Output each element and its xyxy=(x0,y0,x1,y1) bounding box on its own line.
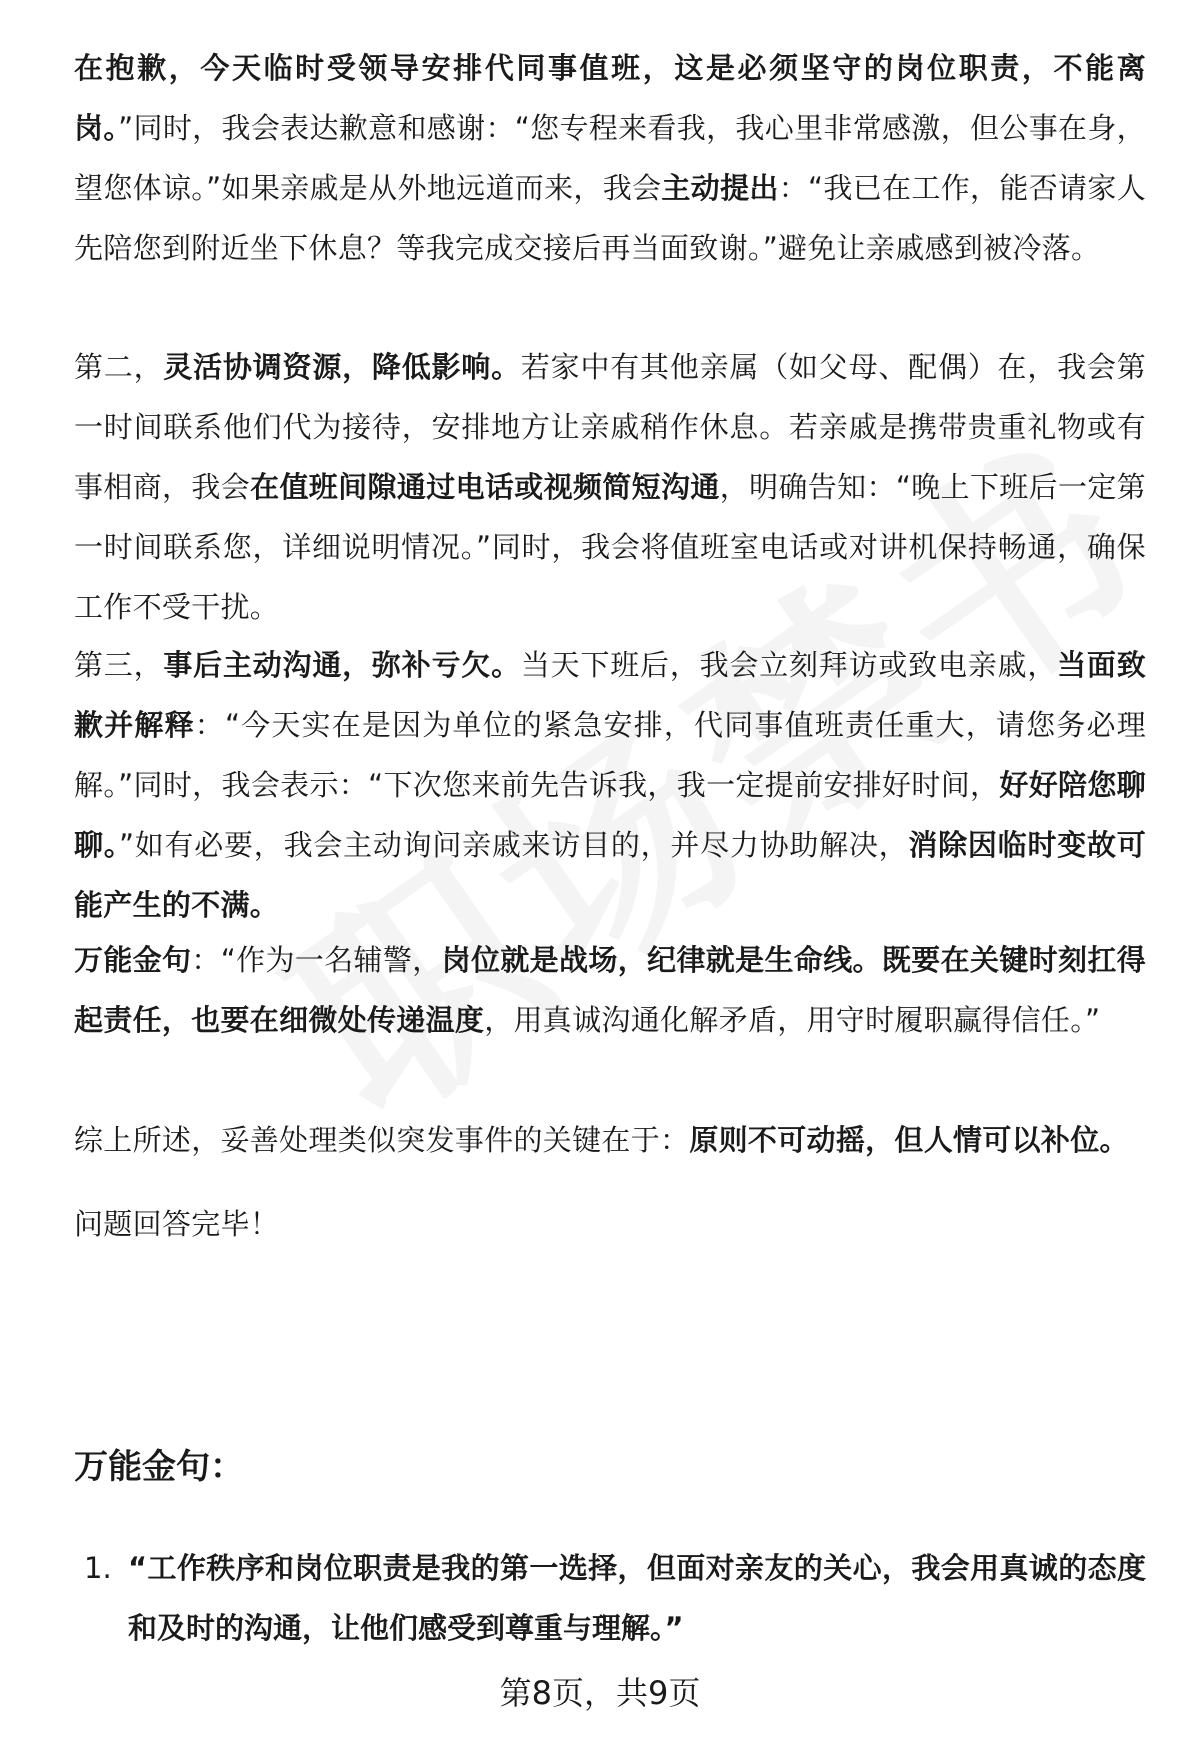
text-segment: 第三， xyxy=(74,648,164,682)
bold-text-segment: 在抱歉，今天临时受领导安排代同事值班，这是必须坚守的岗位职责，不能离岗。 xyxy=(74,51,1146,145)
page-footer: 第8页，共9页 xyxy=(499,1674,701,1712)
text-segment: 第二， xyxy=(74,350,164,384)
text-segment: 综上所述，妥善处理类似突发事件的关键在于： xyxy=(74,1123,690,1157)
bold-text-segment: 在值班间隙通过电话或视频简短沟通 xyxy=(250,470,720,504)
bold-text-segment: 灵活协调资源，降低影响。 xyxy=(163,350,521,384)
text-segment: ：“今天实在是因为单位的紧急安排，代同事值班责任重大，请您务必理解。”同时，我会表示：“下次您来前先告诉我，我一定提前安排好时间， xyxy=(74,708,1146,802)
paragraph-6 xyxy=(74,1194,1146,1254)
text-segment: ，用真诚沟通化解矛盾，用守时履职赢得信任。” xyxy=(484,1003,1101,1037)
bold-text-segment: 好好陪您聊聊。 xyxy=(74,768,1146,862)
text-segment: ：“作为一名辅警， xyxy=(191,943,442,977)
bold-text-segment: 消除因临时变故可能产生的不满。 xyxy=(74,828,1147,922)
text-segment: ”如有必要，我会主动询问亲戚来访目的，并尽力协助解决， xyxy=(119,828,909,862)
list-item xyxy=(84,1538,1146,1658)
text-segment: 当天下班后，我会立刻拜访或致电亲戚， xyxy=(520,648,1058,682)
list-item-text: “工作秩序和岗位职责是我的第一选择，但面对亲友的关心，我会用真诚的态度和及时的沟通，让他们感受到尊重与理解。” xyxy=(128,1551,1146,1645)
paragraph-5 xyxy=(74,1110,1146,1170)
bold-text-segment: 岗位就是战场，纪律就是生命线。既要在关键时刻扛得起责任，也要在细微处传递温度 xyxy=(74,943,1147,1037)
paragraph-1 xyxy=(74,38,1146,278)
bold-text-segment: 当面致歉并解释 xyxy=(74,648,1146,742)
text-segment: ：“我已在工作，能否请家人先陪您到附近坐下休息？等我完成交接后再当面致谢。”避免让亲戚感到被冷落。 xyxy=(74,171,1146,265)
bold-text-segment: 万能金句 xyxy=(74,943,192,977)
bold-text-segment: 原则不可动摇，但人情可以补位。 xyxy=(689,1123,1129,1157)
paragraph-2 xyxy=(74,337,1146,637)
bold-text-segment: 事后主动沟通，弥补亏欠。 xyxy=(163,648,521,682)
paragraph-3 xyxy=(74,635,1146,935)
text-segment: ”同时，我会表达歉意和感谢：“您专程来看我，我心里非常感激，但公事在身，望您体谅。”如果亲戚是从外地远道而来，我会 xyxy=(74,111,1146,205)
numbered-list xyxy=(84,1538,1146,1658)
section-heading: 万能金句： xyxy=(74,1447,244,1487)
bold-text-segment: 主动提出 xyxy=(661,171,779,205)
text-segment: 若家中有其他亲属（如父母、配偶）在，我会第一时间联系他们代为接待，安排地方让亲戚稍作休息。若亲戚是携带贵重礼物或有事相商，我会 xyxy=(74,350,1146,504)
text-segment: 问题回答完毕！ xyxy=(74,1207,280,1241)
paragraph-4 xyxy=(74,930,1146,1050)
text-segment: ，明确告知：“晚上下班后一定第一时间联系您，详细说明情况。”同时，我会将值班室电话或对讲机保持畅通，确保工作不受干扰。 xyxy=(74,470,1146,624)
list-item-number: 1. xyxy=(84,1551,112,1585)
